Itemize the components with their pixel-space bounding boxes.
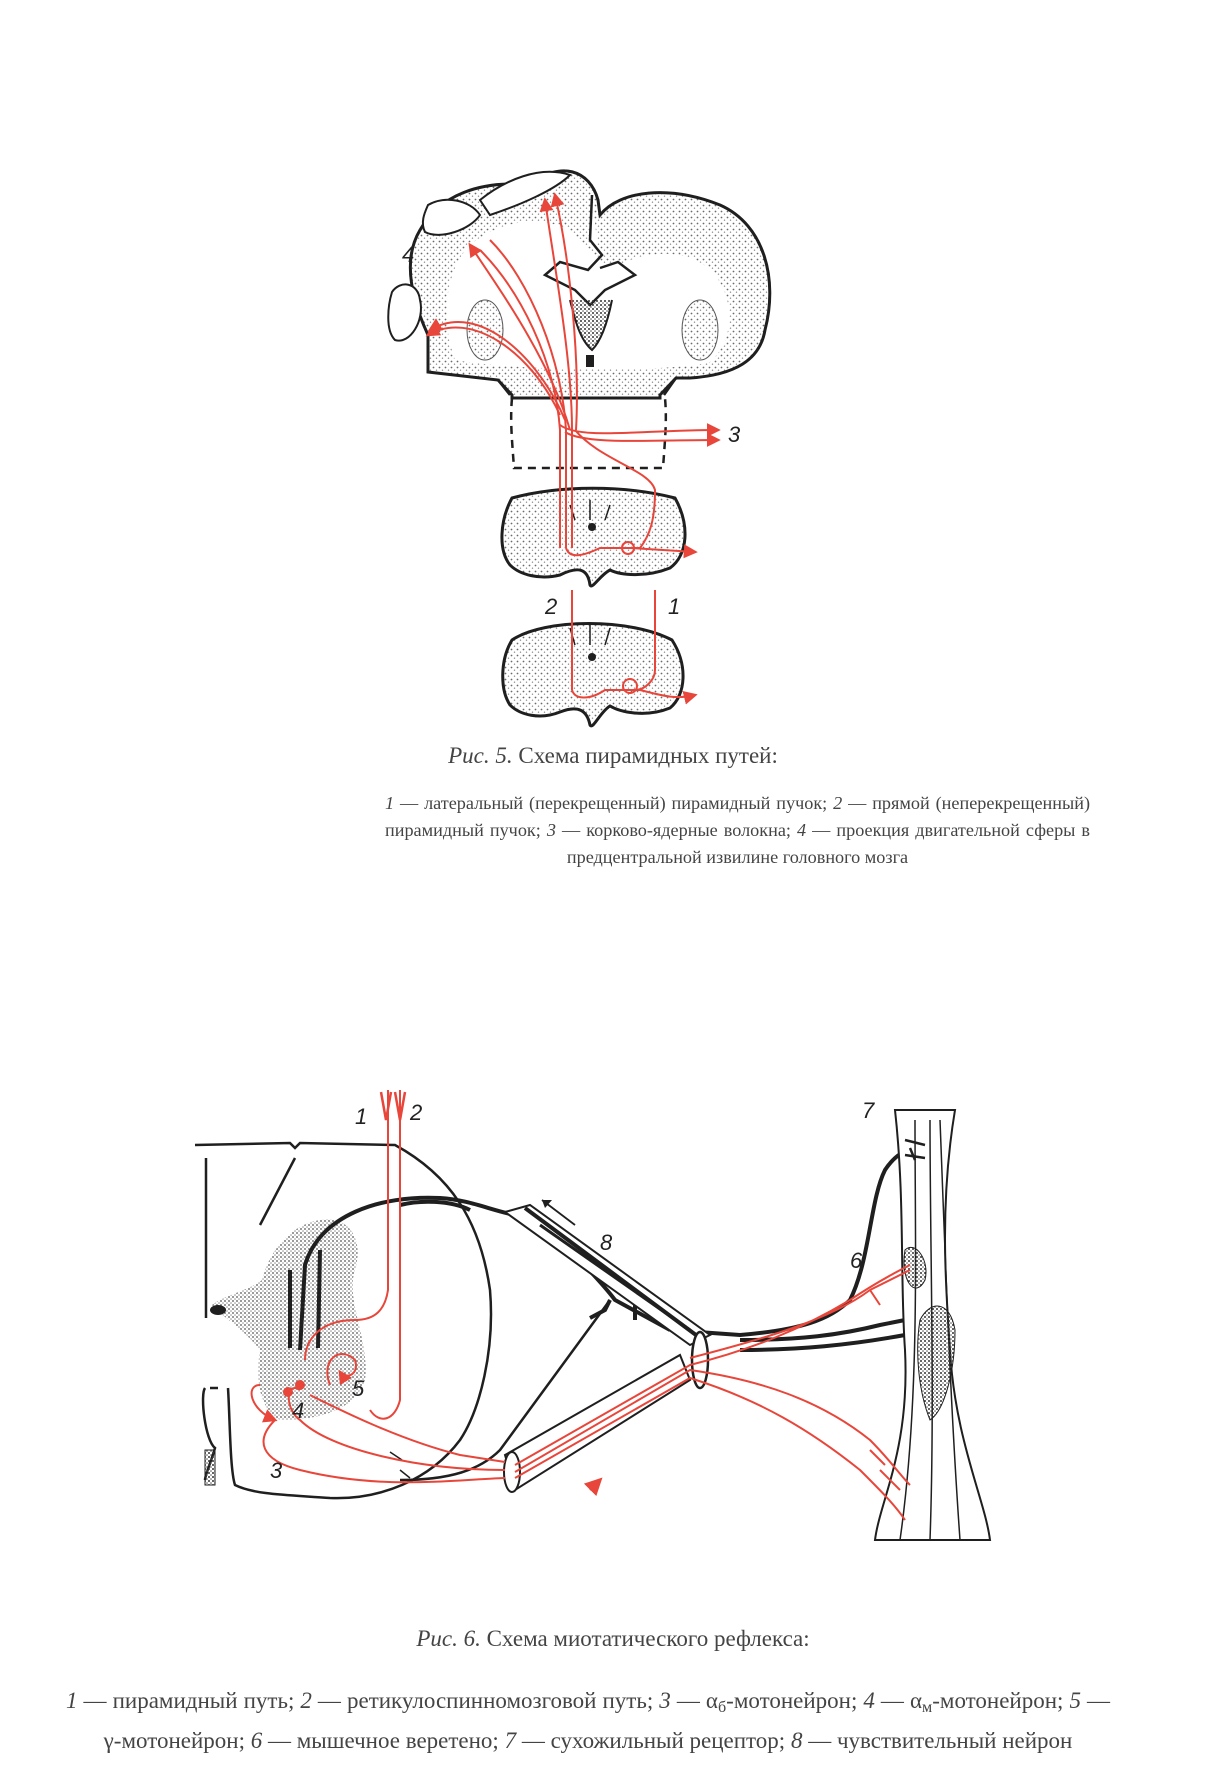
fig6-label-2: 2 — [410, 1100, 423, 1125]
legend-item: 1 — пирамидный путь; — [66, 1688, 295, 1713]
legend-item: 3 — корково-ядерные волокна; — [546, 820, 791, 840]
legend-item: 4 — проекция двигательной сферы в предцентральной извилине головного мозга — [566, 820, 1091, 867]
legend-subscript: м — [922, 1699, 933, 1717]
legend-item: 3 — $\alpha_б$-мотонейрон; — [659, 1688, 858, 1717]
fig6-label-5: 5 — [352, 1376, 365, 1401]
legend-item: 2 — ретикулоспинномозговой путь; — [300, 1688, 654, 1713]
figure-6-title: Схема миотатического рефлекса: — [486, 1626, 810, 1651]
legend-text: чувствительный нейрон — [836, 1728, 1073, 1754]
figure-5-title: Схема пирамидных путей: — [518, 743, 778, 768]
legend-subscript: б — [717, 1699, 727, 1717]
legend-num: 4 — [863, 1688, 875, 1713]
legend-text: проекция двигательной сферы в предцентральной извилине головного мозга — [566, 820, 1091, 867]
legend-num: 7 — [504, 1728, 517, 1754]
fig6-label-3: 3 — [270, 1458, 283, 1483]
legend-item: 5 — γ-мотонейрон; — [103, 1688, 1111, 1754]
legend-item: 6 — мышечное веретено; — [250, 1728, 499, 1754]
legend-num: 8 — [790, 1728, 803, 1754]
central-canal — [210, 1305, 226, 1315]
legend-num: 5 — [1069, 1688, 1081, 1713]
figure-6-myotatic-reflex — [195, 1090, 990, 1540]
legend-num: 1 — [66, 1688, 78, 1713]
legend-text: -мотонейрон; — [932, 1688, 1064, 1713]
fig5-label-3: 3 — [728, 422, 741, 447]
spinal-cord-section-upper — [502, 488, 685, 586]
legend-text: корково-ядерные волокна; — [586, 820, 791, 840]
figure-6-number: Рис. 6. — [416, 1626, 481, 1651]
legend-num: 2 — [833, 793, 843, 813]
legend-text: сухожильный рецептор; — [550, 1728, 786, 1754]
muscle — [875, 1110, 990, 1540]
legend-item: 7 — сухожильный рецептор; — [504, 1728, 786, 1754]
fig6-label-6: 6 — [850, 1248, 863, 1273]
legend-item: 4 — $\alpha_м$-мотонейрон; — [863, 1688, 1064, 1717]
fig6-label-8: 8 — [600, 1230, 613, 1255]
figure-5-number: Рис. 5. — [448, 743, 513, 768]
legend-num: 3 — [659, 1688, 671, 1713]
legend-text: -мотонейрон; — [726, 1688, 858, 1713]
figure-5-caption — [0, 743, 1226, 769]
legend-text: мышечное веретено; — [296, 1728, 499, 1754]
fig5-label-4: 4 — [402, 242, 415, 267]
legend-text: прямой (неперекрещенный) пирамидный пучок; — [385, 793, 1091, 840]
figure-6-caption — [0, 1626, 1226, 1652]
legend-num: 3 — [546, 820, 556, 840]
legend-text: γ-мотонейрон; — [103, 1728, 245, 1754]
fig6-label-7: 7 — [862, 1098, 875, 1123]
legend-item: 2 — прямой (неперекрещенный) пирамидный пучок; — [385, 793, 1091, 840]
figure-5-pyramidal-pathways — [388, 171, 770, 726]
legend-item: 8 — чувствительный нейрон — [790, 1728, 1073, 1754]
legend-symbol: α — [909, 1688, 923, 1713]
legend-text: латеральный (перекрещенный) пирамидный пучок; — [424, 793, 828, 813]
figure-5-legend — [385, 790, 1090, 871]
legend-num: 2 — [300, 1688, 312, 1713]
ventral-root-sheath — [505, 1355, 690, 1490]
figure-6-legend — [66, 1684, 1110, 1757]
legend-num: 1 — [385, 793, 395, 813]
fig5-label-1: 1 — [668, 594, 681, 619]
legend-item: 1 — латеральный (перекрещенный) пирамидный пучок; — [385, 793, 828, 813]
fig5-label-2: 2 — [545, 594, 558, 619]
brain-section — [388, 171, 770, 468]
legend-text: ретикулоспинномозговой путь; — [346, 1688, 654, 1713]
legend-num: 6 — [250, 1728, 263, 1754]
legend-num: 4 — [797, 820, 807, 840]
legend-symbol: α — [705, 1688, 718, 1713]
fig6-label-4: 4 — [292, 1398, 305, 1423]
fig6-label-1: 1 — [355, 1104, 368, 1129]
legend-text: пирамидный путь; — [112, 1688, 295, 1713]
